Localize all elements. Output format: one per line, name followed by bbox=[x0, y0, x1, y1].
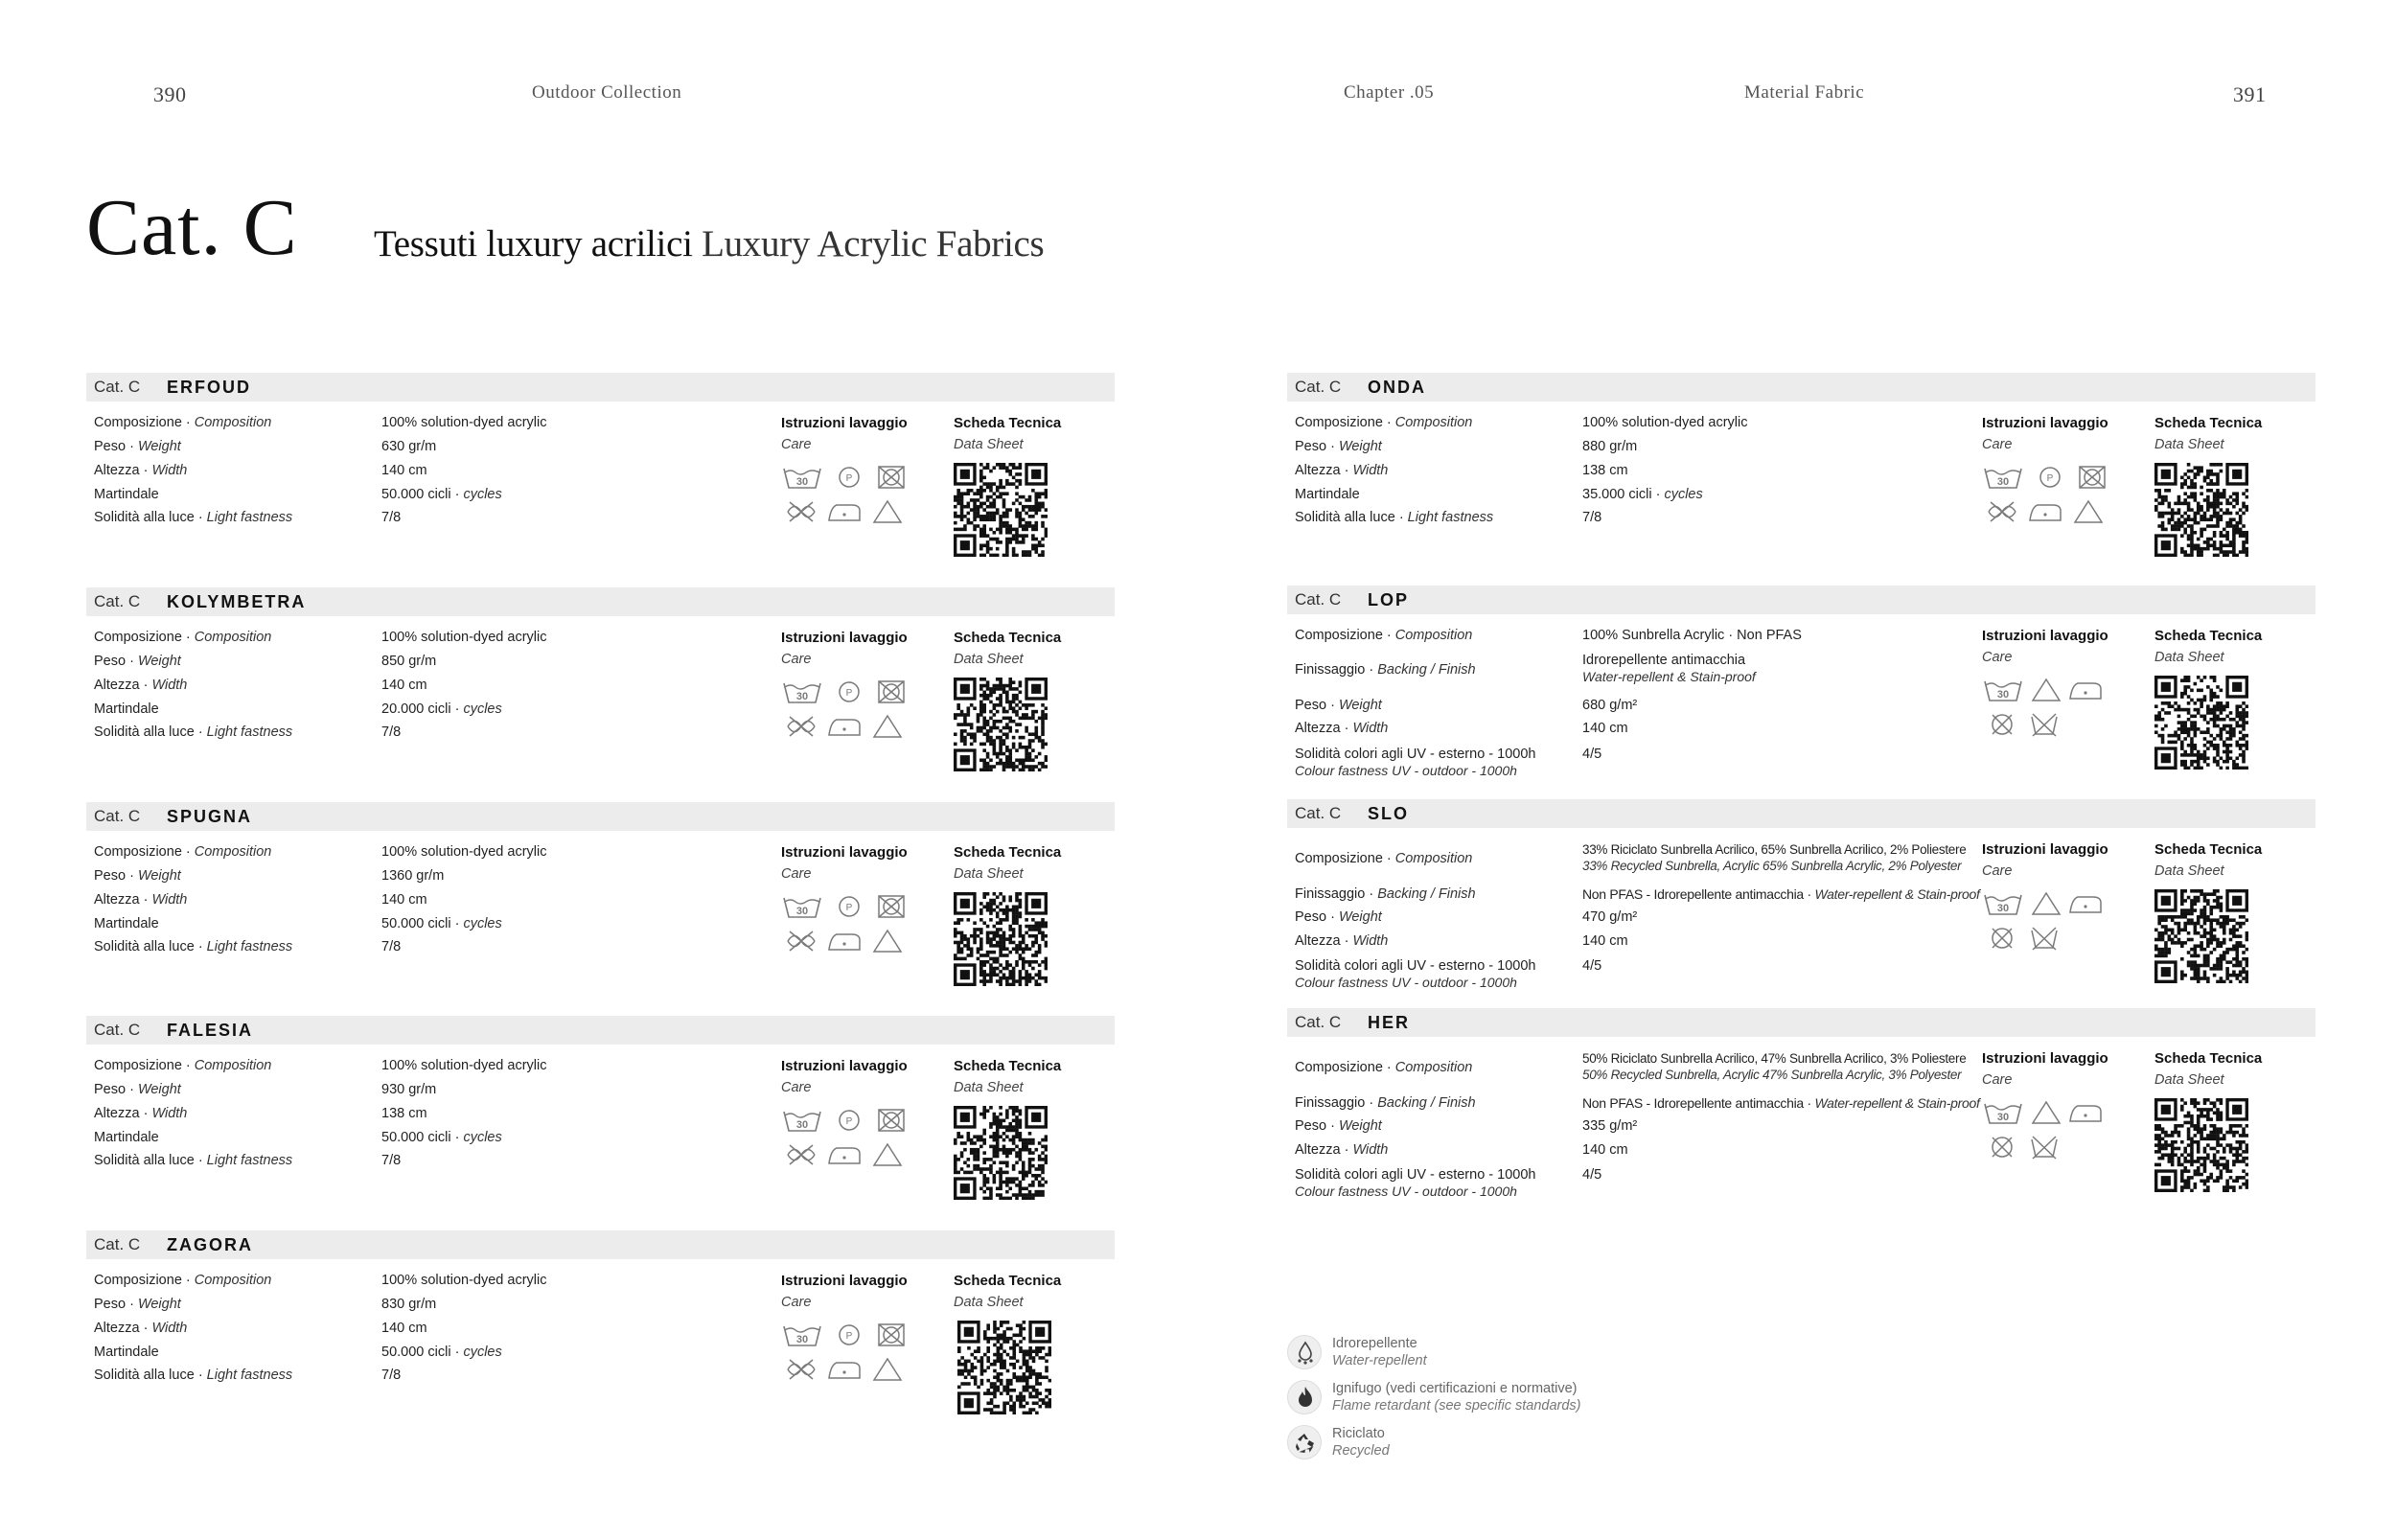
running-title-right: Material Fabric bbox=[1744, 82, 1865, 103]
datasheet-subheading: Data Sheet bbox=[2154, 863, 2224, 879]
fabric-name: FALESIA bbox=[167, 1020, 254, 1040]
fabric-name: KOLYMBETRA bbox=[167, 591, 307, 611]
fabric-name: HER bbox=[1368, 1012, 1411, 1032]
datasheet-section bbox=[954, 1058, 1107, 1095]
fabric-category: Cat. C bbox=[94, 592, 141, 610]
fabric-header-bar bbox=[86, 373, 1115, 402]
care-subheading: Care bbox=[1982, 650, 2013, 665]
fabric-card: Cat. C FALESIA Composizione · Composition 100% solution-dyed acrylic Peso · Weight 930 gr/m Altezza · Width 138 cm Martindale 50.000 cicli · cycles Solidità alla luce · Light fastness 7/8 Istruzioni lavaggio Care 30 P Scheda Tecnica Data Sheet bbox=[86, 1016, 1115, 1217]
wash-30-icon bbox=[781, 892, 823, 921]
fabric-card: Cat. C HER Composizione · Composition 50% Riciclato Sunbrella Acrilico, 47% Sunbrella Acrilico, 3% Poliestere 50% Recycled Sunbrella, Acrylic 47% Sunbrella Acrylic, 3% Polyester Finissaggio · Backing / Finish Non PFAS - Idrorepellente antimacchia · Water-repellent & Stain-proof Peso · Weight 335 g/m² Altezza · Width 140 cm Solidità colori agli UV - esterno - 1000h Colour fastness UV - outdoor - 1000h 4/5 Istruzioni lavaggio Care 30 Scheda Tecnica Data Sheet bbox=[1287, 1008, 2315, 1209]
care-heading: Istruzioni lavaggio bbox=[781, 1058, 908, 1074]
datasheet-section bbox=[2154, 1050, 2308, 1088]
care-heading: Istruzioni lavaggio bbox=[1982, 415, 2108, 431]
no-tumble-dry-icon bbox=[2028, 924, 2061, 953]
qr-code-icon[interactable] bbox=[954, 463, 1048, 557]
flame-icon bbox=[1287, 1380, 1322, 1414]
qr-code-icon[interactable] bbox=[954, 1106, 1048, 1200]
no-wring-icon bbox=[785, 1355, 818, 1384]
iron-icon bbox=[825, 1355, 864, 1384]
care-heading: Istruzioni lavaggio bbox=[1982, 841, 2108, 858]
wash-30-icon bbox=[1982, 676, 2024, 704]
datasheet-heading: Scheda Tecnica bbox=[2154, 415, 2263, 431]
datasheet-heading: Scheda Tecnica bbox=[2154, 628, 2263, 644]
category-subtitle bbox=[374, 222, 1044, 265]
datasheet-section bbox=[954, 1273, 1107, 1310]
fabric-header-bar bbox=[1287, 799, 2315, 828]
bleach-icon bbox=[2072, 497, 2105, 526]
care-heading: Istruzioni lavaggio bbox=[1982, 1050, 2108, 1067]
datasheet-section bbox=[2154, 841, 2308, 879]
wash-30-icon bbox=[1982, 1098, 2024, 1127]
svg-text:P: P bbox=[845, 903, 853, 913]
no-dry-clean-icon bbox=[1986, 1133, 2018, 1161]
fabric-name: ZAGORA bbox=[167, 1234, 253, 1254]
qr-code-icon[interactable] bbox=[954, 678, 1048, 771]
running-chapter: Chapter .05 bbox=[1344, 82, 1435, 103]
qr-code-icon[interactable] bbox=[954, 892, 1048, 986]
fabric-header-bar bbox=[1287, 373, 2315, 402]
water-drops-icon bbox=[1287, 1335, 1322, 1369]
fabric-category: Cat. C bbox=[1295, 590, 1342, 609]
svg-text:P: P bbox=[845, 688, 853, 699]
datasheet-section bbox=[2154, 415, 2308, 452]
svg-text:30: 30 bbox=[795, 906, 809, 917]
care-subheading: Care bbox=[1982, 1072, 2013, 1088]
fabric-card: Cat. C LOP Composizione · Composition 100% Sunbrella Acrylic · Non PFAS Finissaggio · Backing / Finish Idrorepellente antimacchia Water-repellent & Stain-proof Peso · Weight 680 g/m² Altezza · Width 140 cm Solidità colori agli UV - esterno - 1000h Colour fastness UV - outdoor - 1000h 4/5 Istruzioni lavaggio Care 30 Scheda Tecnica Data Sheet bbox=[1287, 586, 2315, 787]
fabric-card: Cat. C KOLYMBETRA Composizione · Composition 100% solution-dyed acrylic Peso · Weight 850 gr/m Altezza · Width 140 cm Martindale 20.000 cicli · cycles Solidità alla luce · Light fastness 7/8 Istruzioni lavaggio Care 30 P Scheda Tecnica Data Sheet bbox=[86, 587, 1115, 789]
no-tumble-dry-icon bbox=[875, 678, 908, 706]
care-heading: Istruzioni lavaggio bbox=[781, 844, 908, 861]
legend-text: Riciclato bbox=[1332, 1426, 1385, 1441]
page-number-right: 391 bbox=[2233, 82, 2267, 106]
svg-text:30: 30 bbox=[1996, 689, 2010, 701]
subtitle-english: Luxury Acrylic Fabrics bbox=[702, 223, 1045, 264]
care-section bbox=[1982, 628, 2135, 701]
iron-icon bbox=[2066, 889, 2105, 918]
qr-code-icon[interactable] bbox=[2154, 1098, 2248, 1192]
fabric-category: Cat. C bbox=[1295, 1013, 1342, 1031]
fabric-category: Cat. C bbox=[94, 1235, 141, 1253]
datasheet-section bbox=[954, 844, 1107, 882]
fabric-card: Cat. C ZAGORA Composizione · Composition 100% solution-dyed acrylic Peso · Weight 830 gr/m Altezza · Width 140 cm Martindale 50.000 cicli · cycles Solidità alla luce · Light fastness 7/8 Istruzioni lavaggio Care 30 P Scheda Tecnica Data Sheet bbox=[86, 1230, 1115, 1432]
care-heading: Istruzioni lavaggio bbox=[781, 415, 908, 431]
legend-text: Ignifugo (vedi certificazioni e normative) bbox=[1332, 1381, 1578, 1396]
care-section bbox=[781, 1058, 934, 1131]
fabric-card: Cat. C SPUGNA Composizione · Composition 100% solution-dyed acrylic Peso · Weight 1360 gr/m Altezza · Width 140 cm Martindale 50.000 cicli · cycles Solidità alla luce · Light fastness 7/8 Istruzioni lavaggio Care 30 P Scheda Tecnica Data Sheet bbox=[86, 802, 1115, 1003]
qr-code-icon[interactable] bbox=[2154, 463, 2248, 557]
bleach-icon bbox=[871, 497, 904, 526]
fabric-category: Cat. C bbox=[94, 807, 141, 825]
datasheet-subheading: Data Sheet bbox=[954, 1295, 1024, 1310]
datasheet-heading: Scheda Tecnica bbox=[954, 415, 1062, 431]
fabric-name: SLO bbox=[1368, 803, 1410, 823]
iron-icon bbox=[2026, 497, 2064, 526]
fabric-card: Cat. C ERFOUD Composizione · Composition 100% solution-dyed acrylic Peso · Weight 630 gr/m Altezza · Width 140 cm Martindale 50.000 cicli · cycles Solidità alla luce · Light fastness 7/8 Istruzioni lavaggio Care 30 P Scheda Tecnica Data Sheet bbox=[86, 373, 1115, 574]
iron-icon bbox=[2066, 676, 2105, 704]
qr-code-icon[interactable] bbox=[2154, 889, 2248, 983]
iron-icon bbox=[825, 497, 864, 526]
care-section bbox=[781, 844, 934, 917]
fabric-header-bar bbox=[86, 802, 1115, 831]
legend-text-en: Flame retardant (see specific standards) bbox=[1332, 1398, 1581, 1414]
svg-text:P: P bbox=[845, 473, 853, 484]
care-section bbox=[781, 415, 934, 488]
no-wring-icon bbox=[785, 1140, 818, 1169]
care-section bbox=[1982, 841, 2135, 914]
page-number-left: 390 bbox=[153, 82, 187, 106]
svg-text:30: 30 bbox=[795, 476, 809, 488]
datasheet-subheading: Data Sheet bbox=[954, 652, 1024, 667]
iron-icon bbox=[825, 712, 864, 741]
no-tumble-dry-icon bbox=[875, 463, 908, 492]
no-dry-clean-icon bbox=[1986, 710, 2018, 739]
care-subheading: Care bbox=[781, 866, 812, 882]
legend-text-en: Recycled bbox=[1332, 1443, 1390, 1459]
svg-text:30: 30 bbox=[795, 1334, 809, 1345]
datasheet-subheading: Data Sheet bbox=[2154, 650, 2224, 665]
svg-text:30: 30 bbox=[795, 691, 809, 702]
legend-text: Idrorepellente bbox=[1332, 1336, 1417, 1351]
legend-text-en: Water-repellent bbox=[1332, 1353, 1427, 1368]
svg-text:P: P bbox=[2046, 473, 2054, 484]
dry-clean-p-icon bbox=[835, 1321, 864, 1349]
care-subheading: Care bbox=[781, 652, 812, 667]
wash-30-icon bbox=[1982, 463, 2024, 492]
subtitle-italian: Tessuti luxury acrilici bbox=[374, 223, 693, 264]
datasheet-subheading: Data Sheet bbox=[2154, 1072, 2224, 1088]
iron-icon bbox=[2066, 1098, 2105, 1127]
bleach-icon bbox=[871, 1140, 904, 1169]
svg-text:30: 30 bbox=[1996, 476, 2010, 488]
no-tumble-dry-icon bbox=[875, 1106, 908, 1135]
datasheet-heading: Scheda Tecnica bbox=[954, 1273, 1062, 1289]
datasheet-heading: Scheda Tecnica bbox=[2154, 841, 2263, 858]
care-heading: Istruzioni lavaggio bbox=[781, 630, 908, 646]
bleach-icon bbox=[871, 712, 904, 741]
bleach-icon bbox=[2030, 676, 2062, 704]
fabric-header-bar bbox=[1287, 1008, 2315, 1037]
care-subheading: Care bbox=[1982, 863, 2013, 879]
fabric-category: Cat. C bbox=[1295, 378, 1342, 396]
dry-clean-p-icon bbox=[835, 892, 864, 921]
fabric-category: Cat. C bbox=[94, 378, 141, 396]
datasheet-heading: Scheda Tecnica bbox=[954, 630, 1062, 646]
dry-clean-p-icon bbox=[2036, 463, 2064, 492]
qr-code-icon[interactable] bbox=[957, 1321, 1051, 1414]
bleach-icon bbox=[871, 1355, 904, 1384]
care-section bbox=[1982, 1050, 2135, 1123]
care-subheading: Care bbox=[781, 1295, 812, 1310]
wash-30-icon bbox=[781, 678, 823, 706]
fabric-header-bar bbox=[1287, 586, 2315, 614]
wash-30-icon bbox=[781, 1321, 823, 1349]
fabric-card: Cat. C SLO Composizione · Composition 33% Riciclato Sunbrella Acrilico, 65% Sunbrella Acrilico, 2% Poliestere 33% Recycled Sunbrella, Acrylic 65% Sunbrella Acrylic, 2% Polyester Finissaggio · Backing / Finish Non PFAS - Idrorepellente antimacchia · Water-repellent & Stain-proof Peso · Weight 470 g/m² Altezza · Width 140 cm Solidità colori agli UV - esterno - 1000h Colour fastness UV - outdoor - 1000h 4/5 Istruzioni lavaggio Care 30 Scheda Tecnica Data Sheet bbox=[1287, 799, 2315, 1000]
fabric-name: SPUGNA bbox=[167, 806, 253, 826]
no-dry-clean-icon bbox=[1986, 924, 2018, 953]
datasheet-section bbox=[2154, 628, 2308, 665]
datasheet-heading: Scheda Tecnica bbox=[2154, 1050, 2263, 1067]
category-title: Cat. C bbox=[86, 183, 298, 272]
dry-clean-p-icon bbox=[835, 463, 864, 492]
wash-30-icon bbox=[781, 1106, 823, 1135]
fabric-header-bar bbox=[86, 1230, 1115, 1259]
iron-icon bbox=[825, 927, 864, 955]
fabric-header-bar bbox=[86, 1016, 1115, 1045]
fabric-name: LOP bbox=[1368, 589, 1410, 609]
no-wring-icon bbox=[1986, 497, 2018, 526]
bleach-icon bbox=[871, 927, 904, 955]
care-subheading: Care bbox=[781, 437, 812, 452]
bleach-icon bbox=[2030, 1098, 2062, 1127]
care-section bbox=[781, 1273, 934, 1345]
svg-text:P: P bbox=[845, 1116, 853, 1127]
fabric-header-bar bbox=[86, 587, 1115, 616]
wash-30-icon bbox=[781, 463, 823, 492]
no-tumble-dry-icon bbox=[2076, 463, 2108, 492]
dry-clean-p-icon bbox=[835, 678, 864, 706]
svg-text:30: 30 bbox=[795, 1119, 809, 1131]
no-tumble-dry-icon bbox=[875, 1321, 908, 1349]
no-tumble-dry-icon bbox=[2028, 710, 2061, 739]
qr-code-icon[interactable] bbox=[2154, 676, 2248, 770]
no-wring-icon bbox=[785, 927, 818, 955]
care-subheading: Care bbox=[1982, 437, 2013, 452]
no-wring-icon bbox=[785, 497, 818, 526]
dry-clean-p-icon bbox=[835, 1106, 864, 1135]
care-section bbox=[781, 630, 934, 702]
care-heading: Istruzioni lavaggio bbox=[781, 1273, 908, 1289]
datasheet-heading: Scheda Tecnica bbox=[954, 844, 1062, 861]
svg-text:P: P bbox=[845, 1331, 853, 1342]
iron-icon bbox=[825, 1140, 864, 1169]
svg-text:30: 30 bbox=[1996, 903, 2010, 914]
no-wring-icon bbox=[785, 712, 818, 741]
svg-text:30: 30 bbox=[1996, 1112, 2010, 1123]
datasheet-section bbox=[954, 630, 1107, 667]
care-section bbox=[1982, 415, 2135, 488]
recycle-icon bbox=[1287, 1425, 1322, 1460]
fabric-name: ERFOUD bbox=[167, 377, 251, 397]
datasheet-subheading: Data Sheet bbox=[954, 1080, 1024, 1095]
bleach-icon bbox=[2030, 889, 2062, 918]
no-tumble-dry-icon bbox=[2028, 1133, 2061, 1161]
fabric-category: Cat. C bbox=[1295, 804, 1342, 822]
datasheet-heading: Scheda Tecnica bbox=[954, 1058, 1062, 1074]
care-heading: Istruzioni lavaggio bbox=[1982, 628, 2108, 644]
fabric-category: Cat. C bbox=[94, 1021, 141, 1039]
running-title-left: Outdoor Collection bbox=[532, 82, 682, 103]
datasheet-section bbox=[954, 415, 1107, 452]
care-subheading: Care bbox=[781, 1080, 812, 1095]
fabric-name: ONDA bbox=[1368, 377, 1426, 397]
datasheet-subheading: Data Sheet bbox=[2154, 437, 2224, 452]
datasheet-subheading: Data Sheet bbox=[954, 866, 1024, 882]
wash-30-icon bbox=[1982, 889, 2024, 918]
no-tumble-dry-icon bbox=[875, 892, 908, 921]
fabric-card: Cat. C ONDA Composizione · Composition 100% solution-dyed acrylic Peso · Weight 880 gr/m Altezza · Width 138 cm Martindale 35.000 cicli · cycles Solidità alla luce · Light fastness 7/8 Istruzioni lavaggio Care 30 P Scheda Tecnica Data Sheet bbox=[1287, 373, 2315, 574]
datasheet-subheading: Data Sheet bbox=[954, 437, 1024, 452]
